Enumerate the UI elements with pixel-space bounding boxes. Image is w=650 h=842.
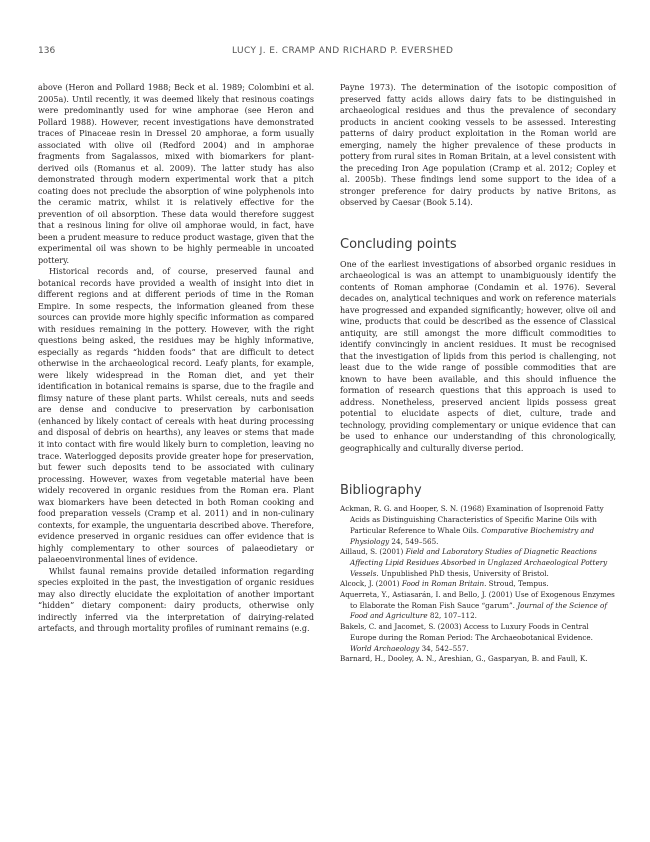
running-head [0,46,650,58]
bibliography-entry: Alcock, J. (2001) Food in Roman Britain. Stroud, Tempus. [340,579,549,589]
concluding-paragraph: One of the earliest investigations of absorbed organic residues in archaeological is was an attempt to unambiguously identify the contents of Roman amphorae (Condamin et al. 1976). Several decades on, analytical techniques and work on reference materials have progressed and expanded significantly; however, olive oil and wine, products that could be described as the essence of Classical antiquity, are still amongst the more difficult commodities to identify convincingly in ancient residues. It must be recognised that the investigation of lipids from this period is challenging, not least due to the wide range of possible commodities that are known to have been available, and this should influence the formation of research questions that this approach is used to address. Nonetheless, preserved ancient lipids possess great potential to elucidate aspects of diet, culture, trade and technology, providing complementary or unique evidence that can be used to enhance our understanding of this chronologically, geographically and culturally diverse period. [340,259,616,453]
bibliography-entry: Ackman, R. G. and Hooper, S. N. (1968) Examination of Isoprenoid Fatty Acids as Distinguishing Characteristics of Specific Marine Oils with Particular Reference to Whale Oils. Comparative Biochemistry and Physiology 24, 549–565. [340,504,604,546]
bibliography-entry: Aillaud, S. (2001) Field and Laboratory Studies of Diagnetic Reactions Affecting Lipid Residues Absorbed in Unglazed Archaeological Pottery Vessels. Unpublished PhD thesis, University of Bristol. [340,547,608,578]
bibliography-list [340,504,616,665]
body-paragraph: Whilst faunal remains provide detailed information regarding species exploited in the past, the investigation of organic residues may also directly elucidate the exploitation of another important “hidden” dietary component: dairy products, otherwise only indirectly inferred via the interpretation of dairying-related artefacts, and through mortality profiles of ruminant remains (e.g. [38,566,314,634]
bibliography-entry: Aquerreta, Y., Astiasarán, I. and Bello, J. (2001) Use of Exogenous Enzymes to Elaborate the Roman Fish Sauce “garum”. Journal of the Science of Food and Agriculture 82, 107–112. [340,590,615,621]
running-title: LUCY J. E. CRAMP AND RICHARD P. EVERSHED [232,46,454,56]
concluding-heading: Concluding points [340,236,457,252]
bibliography-heading: Bibliography [340,483,422,499]
bibliography-entry: Bakels, C. and Jacomet, S. (2003) Access to Luxury Foods in Central Europe during the Roman Period: The Archaeobotanical Evidence. World Archaeology 34, 542–557. [340,622,593,653]
bibliography-entry: Barnard, H., Dooley, A. N., Areshian, G., Gasparyan, B. and Faull, K. [340,654,588,664]
body-paragraph: above (Heron and Pollard 1988; Beck et al. 1989; Colombini et al. 2005a). Until recently, it was deemed likely that resinous coatings were predominantly used for wine amphorae (see Heron and Pollard 1988). However, recent investigations have demonstrated traces of Pinaceae resin in Dressel 20 amphorae, a form usually associated with olive oil (Redford 2004) and in amphorae fragments from Sagalassos, mixed with biomarkers for plant-derived oils (Romanus et al. 2009). The latter study has also demonstrated through modern experimental work that a pitch coating does not preclude the absorption of wine polyphenols into the ceramic matrix, whilst it is relatively effective for the prevention of oil absorption. These data would therefore suggest that a resinous lining for olive oil amphorae would, in fact, have been a prudent measure to reduce product wastage, given that the experimental oil was shown to be highly permeable in uncoated pottery. [38,83,314,265]
body-paragraph: Historical records and, of course, preserved faunal and botanical records have provided a wealth of insight into diet in different regions and at different periods of time in the Roman Empire. In some respects, the information gleaned from these sources can provide more highly specific information as compared with residues remaining in the pottery. However, with the right questions being asked, the residues may be highly informative, especially as regards “hidden foods” that are difficult to detect otherwise in the archaeological record. Leafy plants, for example, were likely widespread in the Roman diet, and yet their identification in botanical remains is sparse, due to the fragile and flimsy nature of these plant parts. Whilst cereals, nuts and seeds are dense and conducive to preservation by carbonisation (enhanced by likely contact of cereals with heat during processing and disposal of debris on hearths), any leaves or stems that made it into contact with fire would likely burn to completion, leaving no trace. Waterlogged deposits provide greater hope for preservation, but fewer such deposits tend to be associated with culinary processing. However, waxes from vegetable material have been widely recovered in organic residues from the Roman era. Plant wax biomarkers have been detected in both Roman cooking and food preparation vessels (Cramp et al. 2011) and in non-culinary contexts, for example, the unguentaria described above. Therefore, evidence preserved in organic residues can offer evidence that is highly complementary to other sources of palaeodietary or palaeoenvironmental lines of evidence. [38,267,315,565]
right-column [340,82,616,665]
body-paragraph: Payne 1973). The determination of the isotopic composition of preserved fatty acids allows dairy fats to be distinguished in archaeological residues and thus the prevalence of secondary products in ancient cooking vessels to be assessed. Interesting patterns of dairy product exploitation in the Roman world are emerging, namely the higher prevalence of these products in pottery from rural sites in Roman Britain, at a level consistent with the preceding Iron Age population (Cramp et al. 2012; Copley et al. 2005b). These findings lend some support to the idea of a stronger preference for dairy products by native Britons, as observed by Caesar (Book 5.14). [340,83,616,208]
left-column [38,82,314,635]
page-number: 136 [38,46,56,56]
